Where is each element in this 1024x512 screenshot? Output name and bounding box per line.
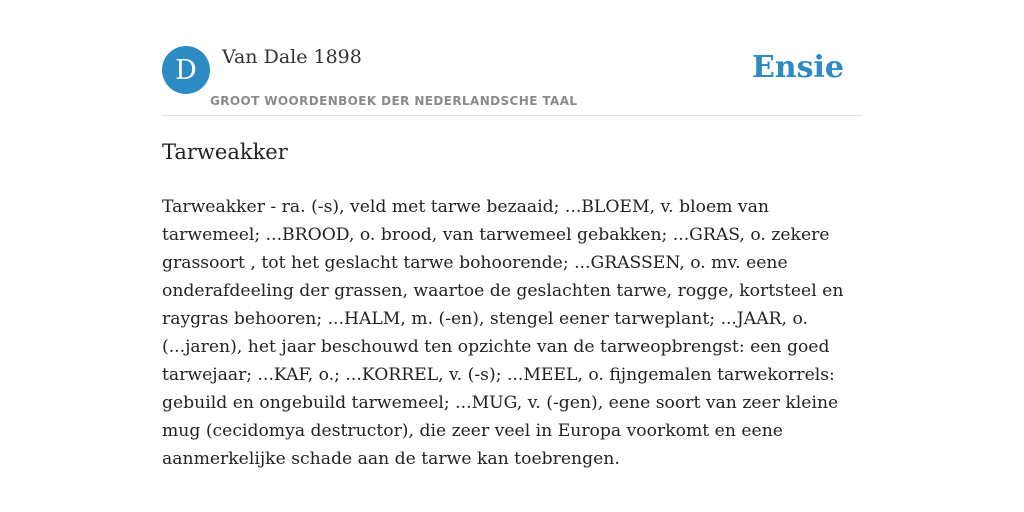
entry-title: Tarweakker (162, 140, 288, 164)
header (162, 44, 862, 116)
entry-definition: Tarweakker - ra. (-s), veld met tarwe bezaaid; ...BLOEM, v. bloem van tarwemeel; ...BROOD, o. brood, van tarwemeel gebakken; ...GRAS, o. zekere grassoort , tot het geslacht tarwe bohoorende; ...GRASSEN, o. mv. eene onderafdeeling der grassen, waartoe de geslachten tarwe, rogge, kortsteel en raygras behooren; ...HALM, m. (-en), stengel eener tarweplant; ...JAAR, o. (...jaren), het jaar beschouwd ten opzichte van de tarweopbrengst: een goed tarwejaar; ...KAF, o.; ...KORREL, v. (-s); ...MEEL, o. fijngemalen tarwekorrels: gebuild en ongebuild tarwemeel; ...MUG, v. (-gen), eene soort van zeer kleine mug (cecidomya destructor), die zeer veel in Europa voorkomt en eene aanmerkelijke schade aan de tarwe kan toebrengen. (162, 197, 844, 469)
brand-logo[interactable]: Ensie (751, 50, 844, 85)
dictionary-logo-icon (162, 46, 210, 94)
source-title[interactable]: Van Dale 1898 (222, 46, 362, 68)
source-subtitle: GROOT WOORDENBOEK DER NEDERLANDSCHE TAAL (210, 94, 578, 108)
header-divider (162, 115, 862, 116)
logo-letter: D (175, 54, 197, 86)
